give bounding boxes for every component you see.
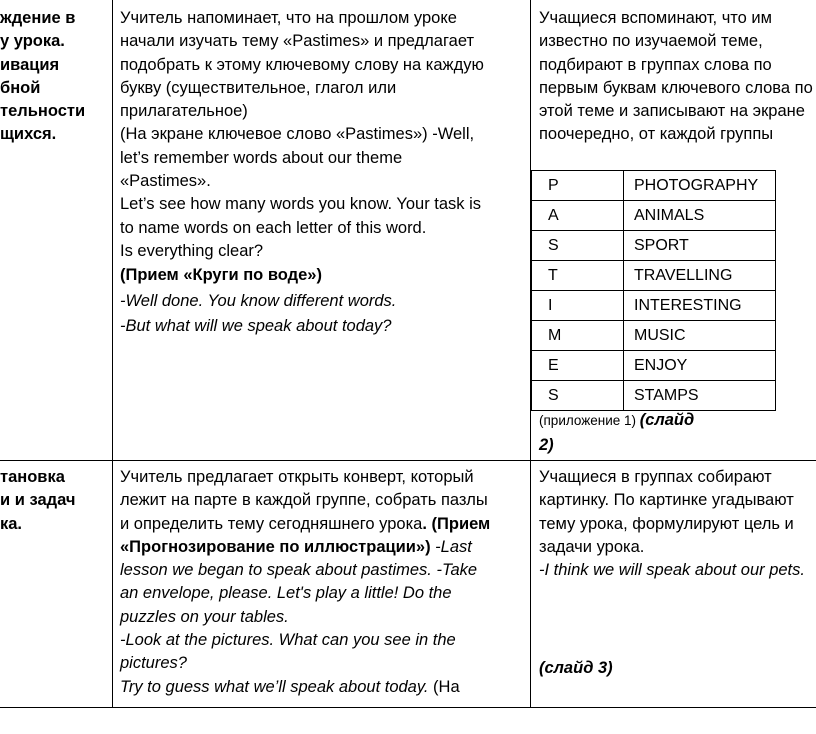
teacher-method-line: (Прием «Круги по воде») [120,266,322,285]
student-italic-line: -I think we will speak about our pets. [539,561,805,580]
acrostic-letter: S [532,231,624,261]
acrostic-word: ENJOY [624,351,776,381]
teacher-text: и определить тему сегодняшнего урока [120,514,423,533]
teacher-line [120,676,490,699]
acrostic-word: PHOTOGRAPHY [624,171,776,201]
teacher-text: лежит на парте в каждой группе, собрать пазлы [120,491,488,510]
student-line: известно по изучаемой теме, [539,32,763,51]
stage-line: ивация [0,55,60,74]
table-row [532,261,776,291]
stage-line: ка. [0,514,23,533]
teacher-italic-text: lesson we began to speak about pastimes. -Take [120,561,478,580]
teacher-cell-row2 [120,466,490,699]
teacher-text: (На [428,677,460,696]
teacher-line [120,489,490,512]
table-row [532,231,776,261]
teacher-line: подобрать к этому ключевому слову на каждую [120,55,484,74]
stage-line: щихся. [0,125,57,144]
acrostic-word: TRAVELLING [624,261,776,291]
table-row [532,171,776,201]
table-row [532,351,776,381]
acrostic-word: SPORT [624,231,776,261]
slide-3-label: (слайд 3) [539,659,613,677]
student-line: Учащиеся в группах собирают [539,468,772,486]
student-line: этой теме и записывают на экране [539,102,805,121]
teacher-line: прилагательное) [120,102,248,121]
student-line: Учащиеся вспоминают, что им [539,9,772,27]
table-row [532,201,776,231]
slide-number: 2) [539,436,554,454]
teacher-italic-text: pictures? [120,654,187,673]
teacher-line [120,536,490,559]
acrostic-word: INTERESTING [624,291,776,321]
acrostic-letter: A [532,201,624,231]
teacher-line: Let’s see how many words you know. Your task is [120,195,482,214]
teacher-italic-text: puzzles on your tables. [120,607,289,626]
table-row [532,321,776,351]
teacher-italic-text: Try to guess what we’ll speak about today. [120,677,429,696]
teacher-line [120,652,490,675]
pastimes-acrostic-table [531,170,776,411]
student-line: задачи урока. [539,537,645,556]
teacher-line [120,606,490,629]
acrostic-letter: E [532,351,624,381]
teacher-line [120,629,490,652]
appendix-note [539,408,694,457]
teacher-line [120,559,490,582]
teacher-italic-text: -Last [430,537,472,556]
teacher-line: (На экране ключевое слово «Pastimes») -Well, [120,125,475,144]
teacher-italic-line: -But what will we speak about today? [120,316,392,335]
teacher-line: to name words on each letter of this word. [120,218,427,237]
stage-line: бной [0,78,41,97]
column-divider-1 [112,0,113,708]
student-line: подбирают в группах слова по [539,55,772,74]
acrostic-word: MUSIC [624,321,776,351]
row-divider [0,460,816,461]
teacher-line [120,466,490,489]
teacher-line [120,582,490,605]
stage-cell-row1 [0,7,85,147]
acrostic-word: ANIMALS [624,201,776,231]
table-row [532,291,776,321]
teacher-italic-text: an envelope, please. Let's play a little! Do the [120,584,452,603]
appendix-label: (приложение 1) [539,413,640,428]
stage-line: тельности [0,102,86,121]
slide-label: (слайд [639,411,695,429]
teacher-text: Учитель предлагает открыть конверт, который [120,468,474,486]
table-bottom-border [0,707,816,708]
stage-line: тановка [0,468,65,486]
teacher-line: букву (существительное, глагол или [120,78,397,97]
teacher-line: let’s remember words about our theme [120,148,403,167]
teacher-line: Is everything clear? [120,241,264,260]
stage-line: ждение в [0,9,76,27]
student-cell-row1 [539,7,813,147]
teacher-italic-line: -Well done. You know different words. [120,291,397,310]
student-cell-row2 [539,466,805,582]
acrostic-letter: P [532,171,624,201]
acrostic-letter: S [532,381,624,411]
teacher-line: Учитель напоминает, что на прошлом уроке [120,9,457,27]
acrostic-letter: T [532,261,624,291]
acrostic-letter: I [532,291,624,321]
teacher-line [120,513,490,536]
stage-cell-row2 [0,466,75,536]
student-line: первым буквам ключевого слова по [539,78,813,97]
table-row [532,381,776,411]
teacher-line: начали изучать тему «Pastimes» и предлагает [120,32,475,51]
student-line: поочередно, от каждой группы [539,125,774,144]
teacher-cell-row1 [120,7,484,338]
teacher-method-text: «Прогнозирование по иллюстрации») [120,537,431,556]
stage-line: у урока. [0,32,65,51]
acrostic-letter: M [532,321,624,351]
teacher-method-text: . (Прием [422,514,491,533]
stage-line: и и задач [0,491,76,510]
student-line: картинку. По картинке угадывают [539,491,794,510]
teacher-line: «Pastimes». [120,172,211,191]
teacher-italic-text: -Look at the pictures. What can you see in the [120,631,456,650]
student-line: тему урока, формулируют цель и [539,514,794,533]
acrostic-word: STAMPS [624,381,776,411]
